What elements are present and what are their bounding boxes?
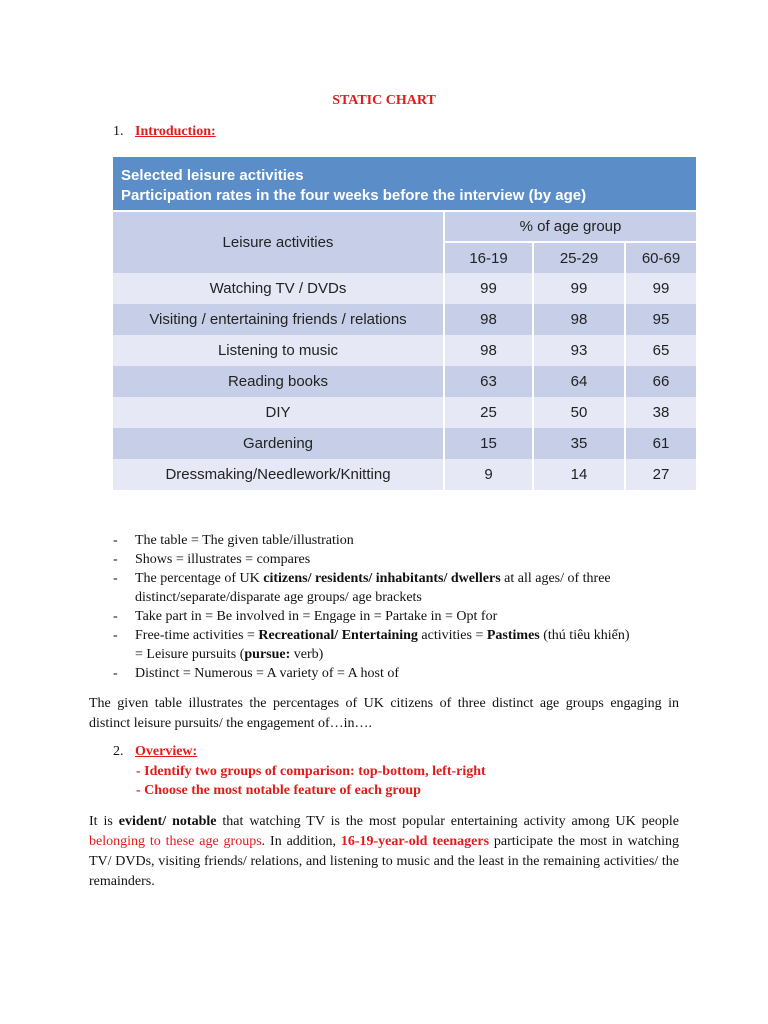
table-cell-value: 65 [626, 335, 696, 366]
column-header-group: % of age group [445, 212, 696, 241]
list-item-text: = Leisure pursuits ( [135, 647, 245, 662]
paragraph-text: participate the most in watching TV/ DVDs, visiting friends/ relations, and listening to music and the least in the remaining activities/ the remainders. [89, 834, 679, 889]
table-cell-activity: Watching TV / DVDs [113, 273, 443, 304]
paragraph-text: that watching TV is the most popular entertaining activity among UK people [216, 814, 679, 829]
bullet-dash: - [113, 552, 118, 567]
table-cell-value: 98 [445, 304, 532, 335]
table-cell-value: 27 [626, 459, 696, 490]
list-item-text: Free-time activities = [135, 628, 259, 643]
list-item-text: Take part in = Be involved in = Engage in = Partake in = Opt for [135, 609, 498, 624]
list-item-text: The table = The given table/illustration [135, 533, 354, 548]
table-cell-value: 93 [534, 335, 624, 366]
table-title-line1: Selected leisure activities [121, 167, 304, 184]
list-item-text: verb) [290, 647, 324, 662]
section-number: 1. [113, 124, 124, 139]
table-cell-activity: Gardening [113, 428, 443, 459]
section-label: Overview: [135, 744, 198, 759]
paragraph-highlight-bold: 16-19-year-old teenagers [340, 834, 490, 849]
column-header-age: 60-69 [626, 243, 696, 273]
table-title-line2: Participation rates in the four weeks before the interview (by age) [121, 187, 587, 204]
table-cell-activity: Listening to music [113, 335, 443, 366]
table-cell-value: 38 [626, 397, 696, 428]
table-cell-value: 66 [626, 366, 696, 397]
list-item [113, 550, 683, 569]
paragraph-text: . In addition, [261, 834, 341, 849]
section-heading-introduction [113, 124, 216, 140]
bullet-dash: - [113, 628, 118, 643]
list-item-text: (thú tiêu khiển) [539, 628, 630, 643]
paragraph-highlight: belonging to these age groups [89, 834, 262, 849]
table-cell-value: 15 [445, 428, 532, 459]
section-heading-overview [113, 744, 197, 760]
table-title [113, 157, 696, 210]
bullet-dash: - [113, 666, 118, 681]
list-item [113, 664, 683, 683]
list-item-text: Distinct = Numerous = A variety of = A host of [135, 666, 400, 681]
table-cell-value: 9 [445, 459, 532, 490]
table-cell-value: 99 [626, 273, 696, 304]
table-cell-value: 14 [534, 459, 624, 490]
list-item-bold: pursue: [244, 647, 291, 662]
bullet-dash: - [113, 533, 118, 548]
table-cell-value: 64 [534, 366, 624, 397]
table-cell-activity: DIY [113, 397, 443, 428]
bullet-dash: - [113, 609, 118, 624]
table-cell-value: 99 [445, 273, 532, 304]
table-cell-value: 63 [445, 366, 532, 397]
list-item-bold: Pastimes [486, 628, 540, 643]
table-cell-value: 50 [534, 397, 624, 428]
bullet-dash: - [113, 571, 118, 586]
table-cell-activity: Reading books [113, 366, 443, 397]
list-item-text: Shows = illustrates = compares [135, 552, 311, 567]
list-item-bold: Recreational/ Entertaining [258, 628, 418, 643]
overview-item: - Choose the most notable feature of each group [136, 783, 421, 798]
paragraph-text: It is [89, 814, 119, 829]
table-cell-value: 95 [626, 304, 696, 335]
synonym-list [113, 531, 683, 683]
table-cell-value: 98 [534, 304, 624, 335]
table-cell-value: 25 [445, 397, 532, 428]
page-title: STATIC CHART [332, 93, 436, 108]
list-item-bold: citizens/ residents/ inhabitants/ dwellers [263, 571, 501, 586]
list-item [113, 569, 683, 607]
section-number: 2. [113, 744, 124, 759]
list-item-text: The percentage of UK [135, 571, 264, 586]
overview-paragraph [89, 812, 679, 892]
list-item [113, 531, 683, 550]
table-cell-value: 61 [626, 428, 696, 459]
column-header-activity: Leisure activities [113, 212, 443, 273]
overview-item: - Identify two groups of comparison: top-bottom, left-right [136, 764, 486, 779]
list-item-text: activities = [417, 628, 487, 643]
table-cell-value: 35 [534, 428, 624, 459]
leisure-table [113, 157, 696, 490]
table-cell-activity: Visiting / entertaining friends / relations [113, 304, 443, 335]
section-label: Introduction: [135, 124, 216, 139]
intro-paragraph: The given table illustrates the percentages of UK citizens of three distinct age groups engaging in distinct leisure pursuits/ the engagement of…in…. [89, 696, 679, 731]
table-cell-value: 99 [534, 273, 624, 304]
column-header-age: 16-19 [445, 243, 532, 273]
list-item-text: at all ages/ of three distinct/separate/disparate age groups/ age brackets [135, 571, 611, 605]
paragraph-bold: evident/ notable [118, 814, 217, 829]
list-item [113, 607, 683, 626]
table-cell-activity: Dressmaking/Needlework/Knitting [113, 459, 443, 490]
list-item [113, 626, 683, 664]
table-cell-value: 98 [445, 335, 532, 366]
column-header-age: 25-29 [534, 243, 624, 273]
